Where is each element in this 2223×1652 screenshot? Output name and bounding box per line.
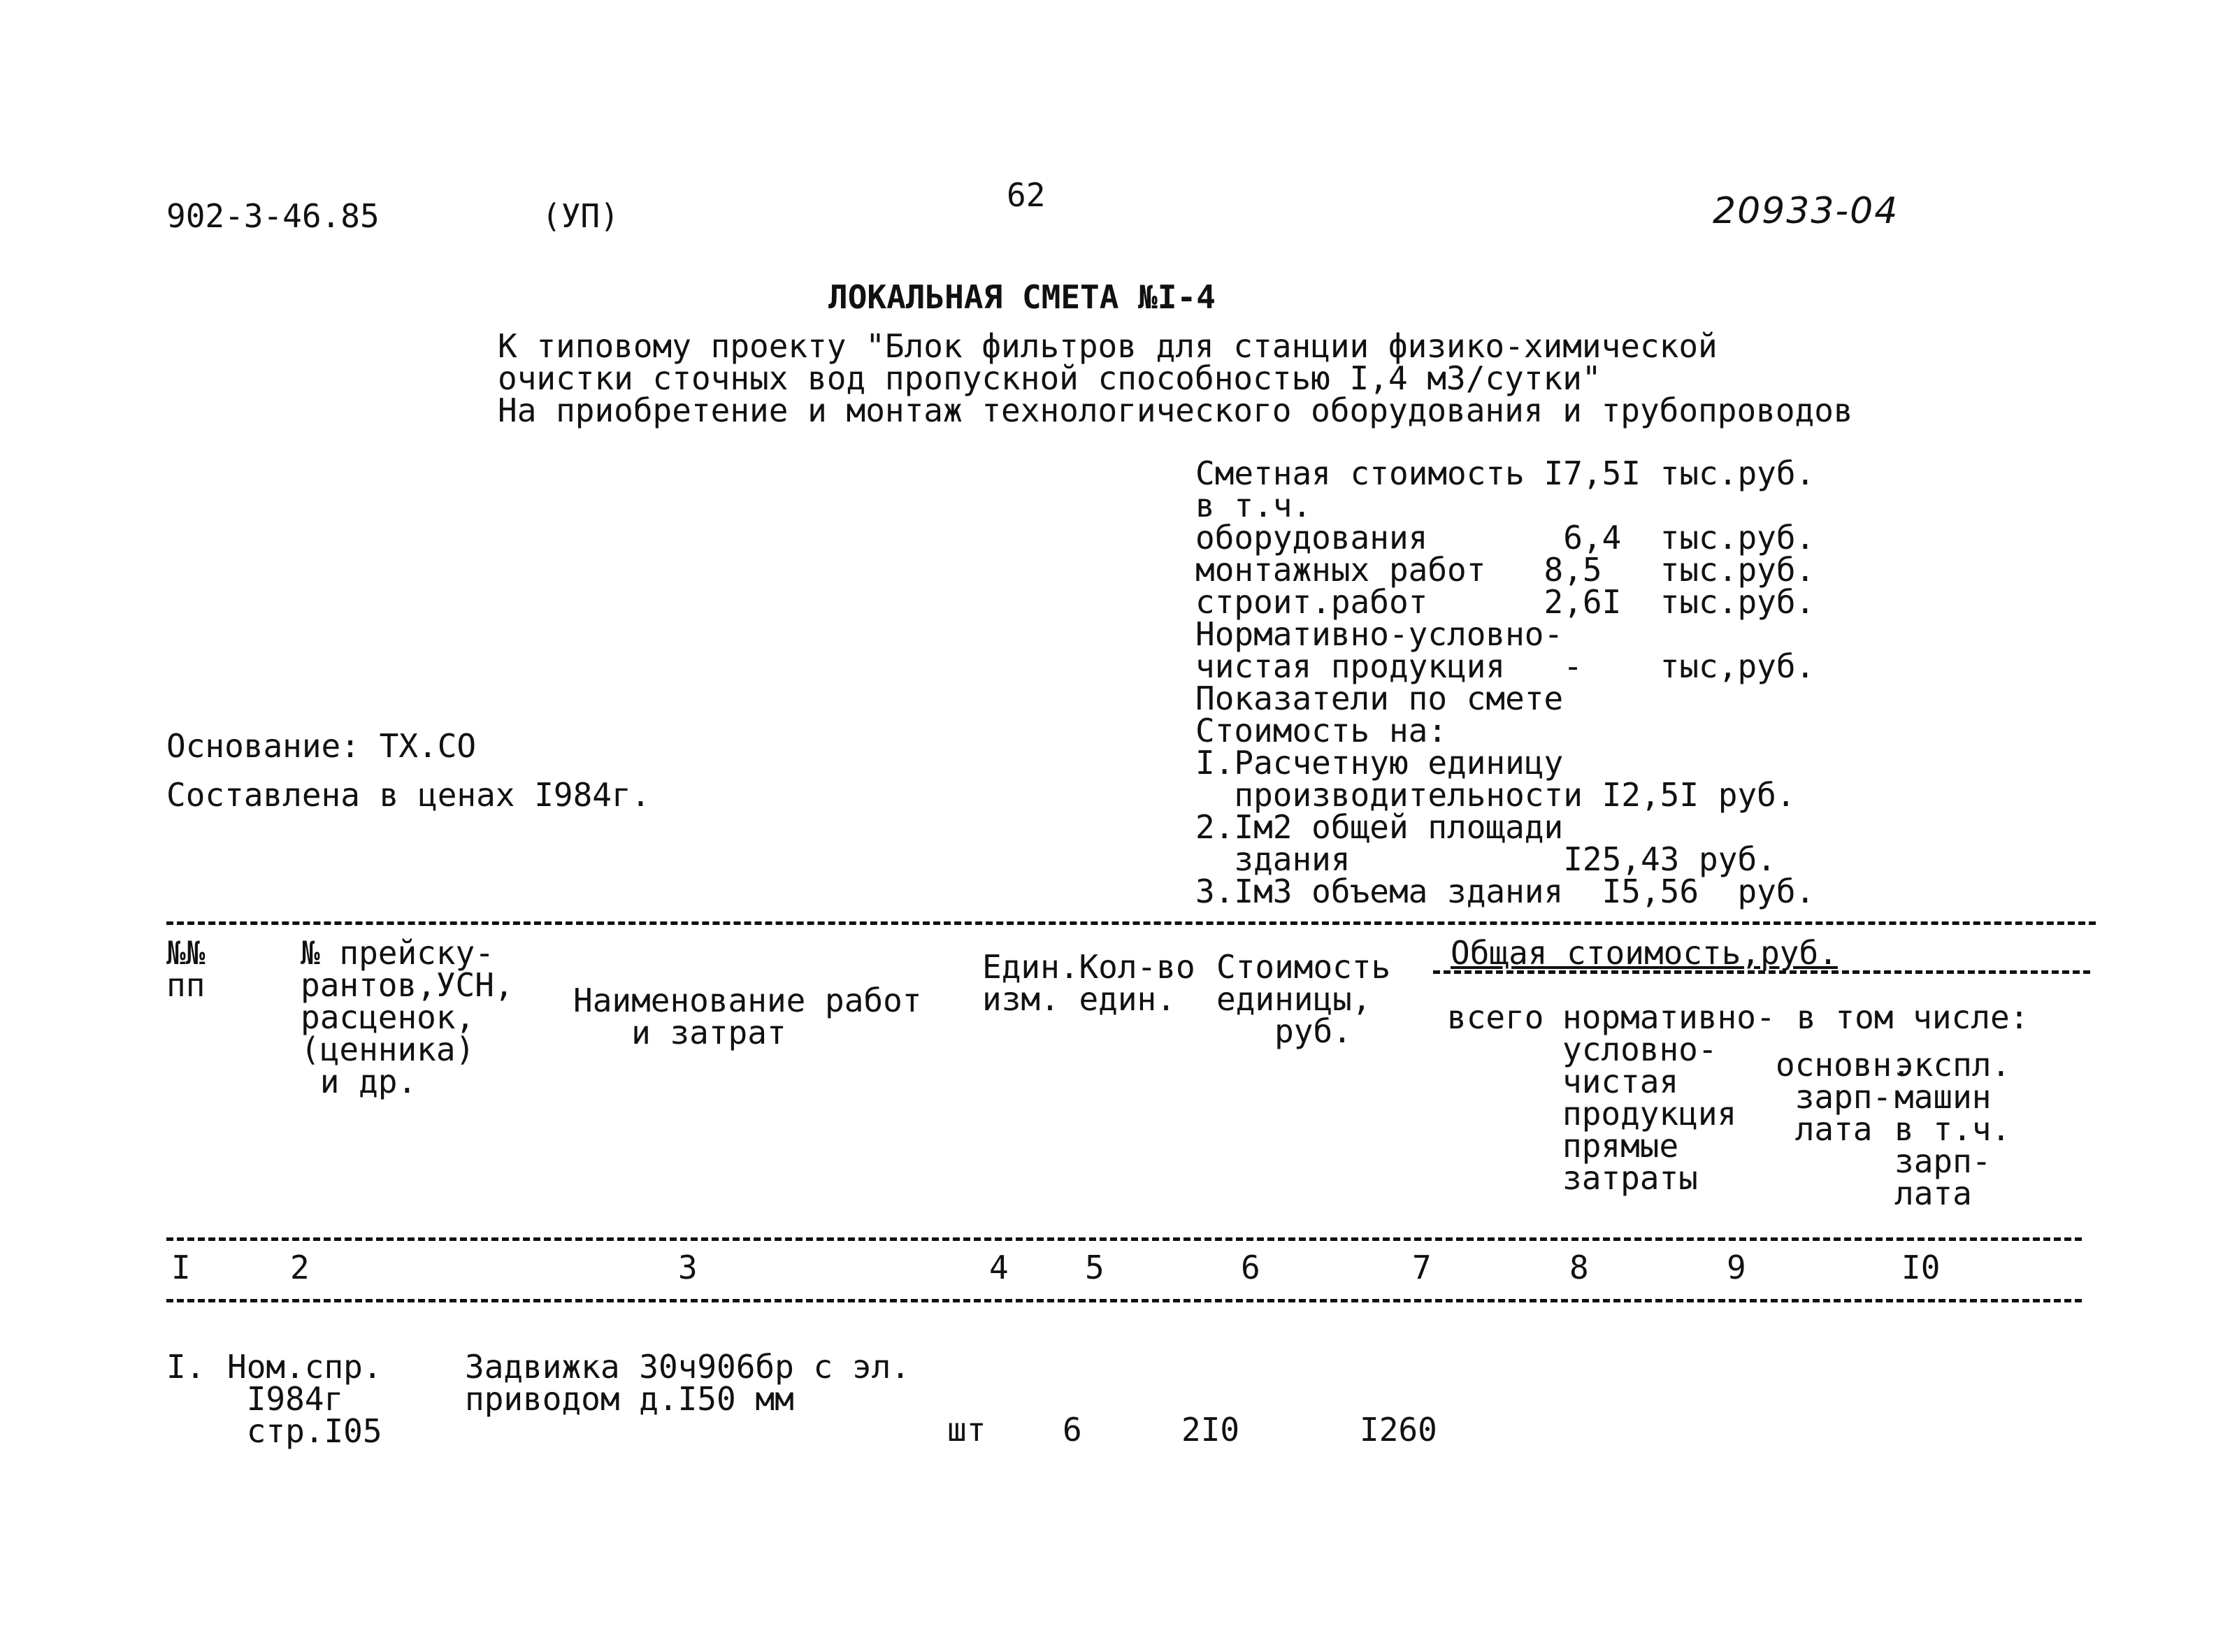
column-number: I (171, 1249, 191, 1286)
column-number: 2 (290, 1249, 310, 1286)
summary-unit-1: I.Расчетную единицу (1195, 744, 1564, 782)
column-number: 5 (1085, 1249, 1105, 1286)
header-incl: в том числе: (1797, 998, 2029, 1036)
estimate-title: ЛОКАЛЬНАЯ СМЕТА №I-4 (828, 278, 1216, 316)
summary-volume: 3.Iм3 объема здания I5,56 руб. (1195, 872, 1815, 910)
row-quantity: 6 (1063, 1411, 1082, 1449)
table-top-rule (166, 921, 2096, 925)
header-col-10: экспл. машин в т.ч. зарп- лата (1894, 1046, 2011, 1212)
basis-line: Основание: ТХ.СО (166, 727, 477, 765)
row-unit-cost: 2I0 (1181, 1411, 1240, 1449)
summary-mounting: монтажных работ 8,5 тыс.руб. (1195, 551, 1815, 589)
summary-cost-on: Стоимость на: (1195, 712, 1448, 749)
column-number: 9 (1727, 1249, 1746, 1286)
summary-area-1: 2.Iм2 общей площади (1195, 808, 1564, 846)
row-item-name: Задвижка 30ч906бр с эл. приводом д.I50 мм (465, 1348, 910, 1418)
column-number: I0 (1901, 1249, 1941, 1286)
summary-unit-2: производительности I2,5I руб. (1195, 776, 1796, 814)
summary-equipment: оборудования 6,4 тыс.руб. (1195, 519, 1815, 556)
header-col-8: нормативно- условно- чистая продукция прямые затраты (1562, 998, 1776, 1197)
column-number: 8 (1569, 1249, 1589, 1286)
summary-total: Сметная стоимость I7,5I тыс.руб. (1195, 454, 1815, 492)
summary-area-2: здания I25,43 руб. (1195, 840, 1776, 878)
header-col-1: №№ пп (166, 934, 206, 1004)
row-number: I. (166, 1348, 206, 1386)
page-number: 62 (1007, 176, 1046, 214)
header-group-rule (1433, 970, 2090, 974)
column-number: 7 (1412, 1249, 1432, 1286)
column-number: 6 (1241, 1249, 1260, 1286)
prices-line: Составлена в ценах I984г. (166, 776, 651, 814)
project-line-1: К типовому проекту "Блок фильтров для станции физико-химической (498, 327, 1718, 365)
album-mark: (УП) (542, 197, 619, 235)
column-number: 3 (678, 1249, 698, 1286)
header-total-group: Общая стоимость,руб. (1451, 934, 1838, 972)
row-reference: Ном.спр. I984г стр.I05 (227, 1348, 382, 1450)
header-col-6: Стоимость единицы, руб. (1216, 948, 1391, 1050)
summary-normative-1: Нормативно-условно- (1195, 615, 1564, 653)
header-col-7: всего (1447, 998, 1544, 1036)
summary-construction: строит.работ 2,6I тыс.руб. (1195, 583, 1815, 621)
summary-indicators: Показатели по смете (1195, 680, 1564, 717)
row-unit: шт (947, 1411, 986, 1449)
project-line-2: очистки сточных вод пропускной способностью I,4 м3/сутки" (498, 359, 1602, 397)
row-total-cost: I260 (1360, 1411, 1437, 1449)
header-col-9: основн. зарп- лата (1776, 1046, 1911, 1148)
inventory-number: 20933-04 (1713, 190, 1899, 232)
summary-normative-2: чистая продукция - тыс,руб. (1195, 647, 1815, 685)
column-numbers-bottom-rule (166, 1299, 2082, 1302)
project-line-3: На приобретение и монтаж технологического оборудования и трубопроводов (498, 392, 1853, 429)
document-code: 902-3-46.85 (166, 197, 380, 235)
header-col-4-5: Един.Кол-во изм. един. (982, 948, 1195, 1018)
header-col-3: Наименование работ и затрат (573, 982, 922, 1051)
column-numbers-top-rule (166, 1237, 2082, 1241)
column-number: 4 (989, 1249, 1009, 1286)
header-col-2: № прейску- рантов,УСН, расценок, (ценника) и др. (301, 934, 514, 1100)
summary-incl: в т.ч. (1195, 487, 1312, 524)
